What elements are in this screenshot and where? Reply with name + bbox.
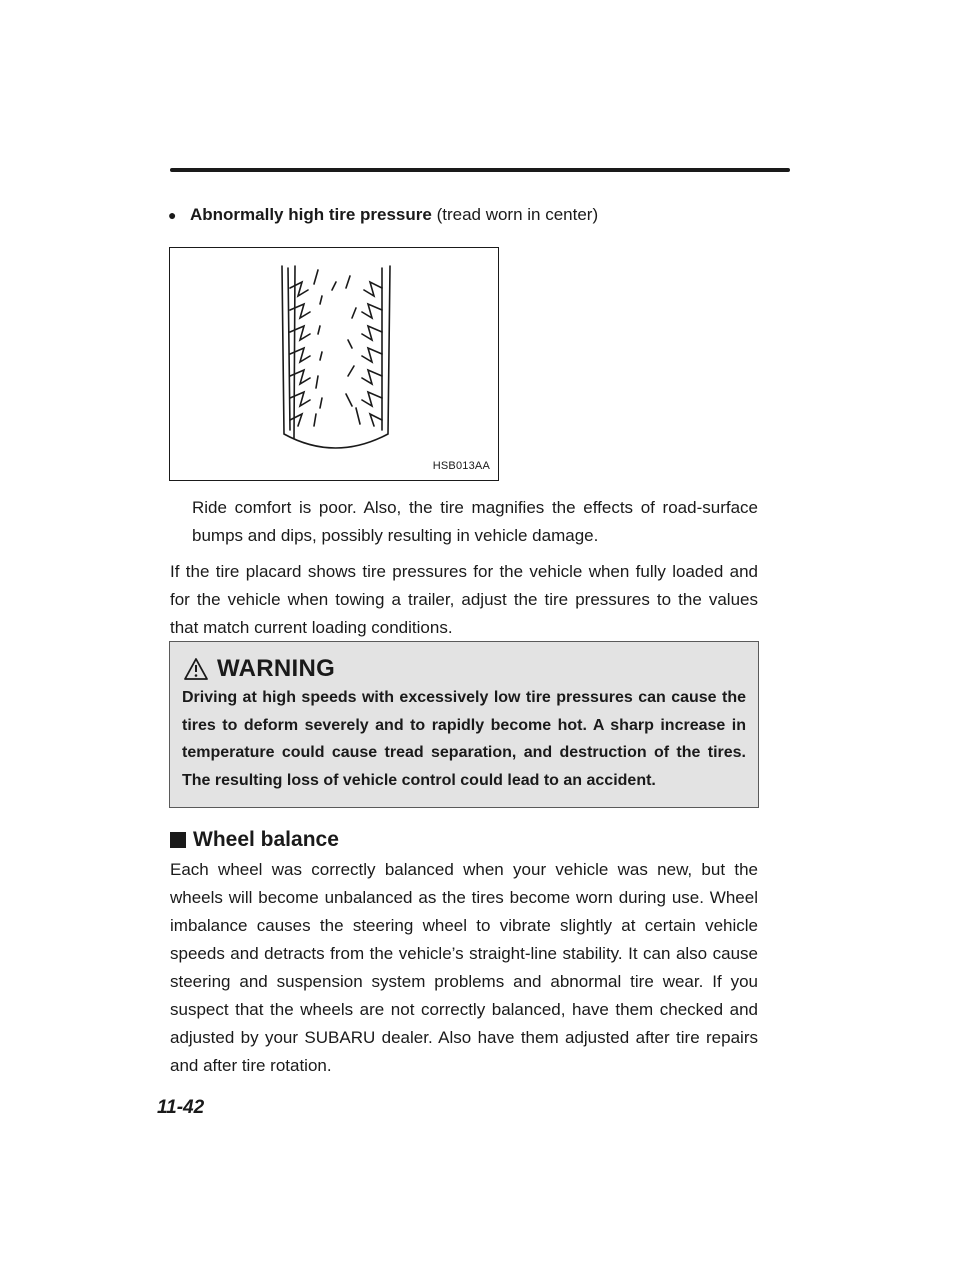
black-square-icon bbox=[170, 832, 186, 848]
bullet-heading bbox=[168, 203, 768, 227]
warning-text: Driving at high speeds with excessively low tire pressures can cause the tires to deform severely and to rapidly become hot. A sharp increase in temperature could cause tread separation, and destruction of the tires. The resulting loss of vehicle control could lead to an accident. bbox=[182, 689, 746, 789]
warning-box bbox=[169, 641, 759, 808]
section-heading bbox=[170, 826, 339, 854]
bullet-normal-text: (tread worn in center) bbox=[431, 205, 599, 224]
figure-code: HSB013AA bbox=[432, 460, 490, 472]
bullet-dot: ● bbox=[168, 207, 177, 223]
warning-header bbox=[183, 654, 335, 684]
tire-tread-illustration bbox=[170, 248, 500, 482]
warning-triangle-icon bbox=[183, 657, 209, 681]
page-number: 11-42 bbox=[157, 1097, 205, 1118]
top-rule bbox=[170, 168, 790, 172]
ride-comfort-paragraph: Ride comfort is poor. Also, the tire magnifies the effects of road-surface bumps and dips, possibly resulting in vehicle damage. bbox=[192, 498, 758, 545]
warning-title: WARNING bbox=[217, 655, 336, 682]
bullet-bold-text: Abnormally high tire pressure bbox=[190, 205, 432, 224]
wheel-balance-paragraph: Each wheel was correctly balanced when your vehicle was new, but the wheels will become unbalanced as the tires become worn during use. Wheel imbalance causes the steering wheel to vibrate slightly at certain vehicle speeds and detracts from the vehicle’s straight-line stability. It can also cause steering and suspension system problems and abnormal tire wear. If you suspect that the wheels are not correctly balanced, have them checked and adjusted by your SUBARU dealer. Also have them adjusted after tire repairs and after tire rotation. bbox=[170, 860, 758, 1075]
section-title: Wheel balance bbox=[193, 828, 339, 851]
placard-paragraph: If the tire placard shows tire pressures for the vehicle when fully loaded and for the vehicle when towing a trailer, adjust the tire pressures to the values that match current loading conditions. bbox=[170, 562, 758, 637]
tire-figure bbox=[169, 247, 499, 481]
